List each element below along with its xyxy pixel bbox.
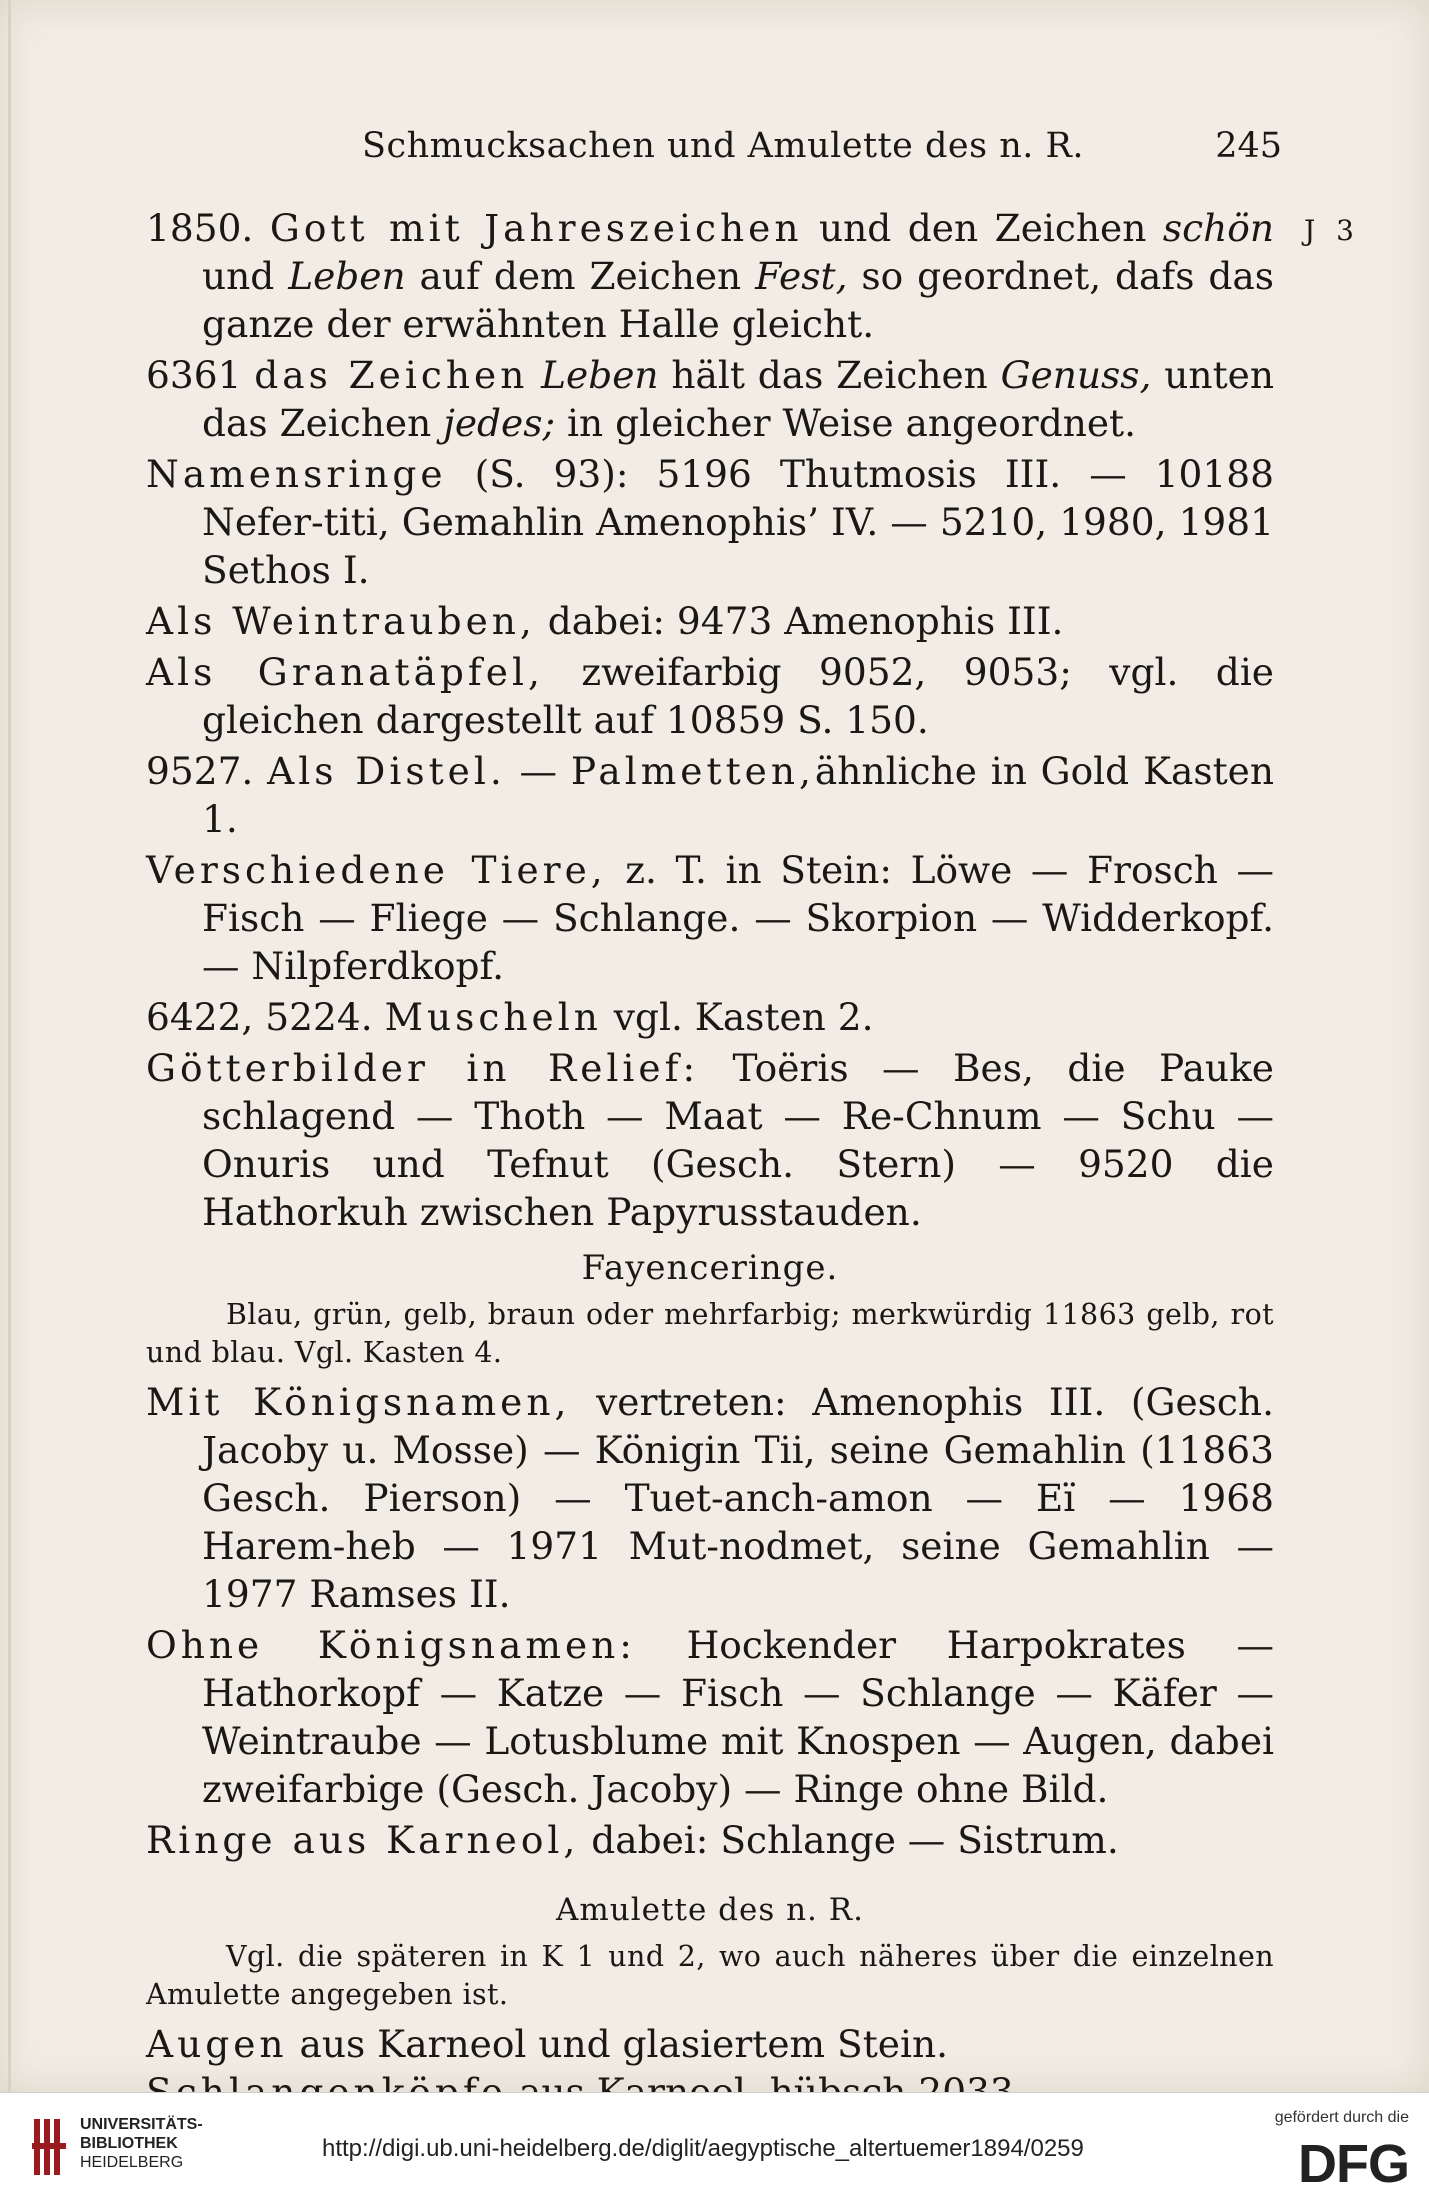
entry-text: und (202, 254, 289, 298)
entry-italic: Leben (541, 353, 659, 397)
entry-spaced-term: Mit Königsnamen, (146, 1380, 571, 1424)
entry-text: dabei: 9473 Amenophis III. (535, 599, 1064, 643)
margin-mark: J 3 (1304, 214, 1360, 247)
entry-1850 (146, 204, 1274, 348)
entry-number: 6422, 5224. (146, 995, 373, 1039)
entry-number: 6361 (146, 353, 242, 397)
entry-ohne-koenigsnamen (146, 1621, 1274, 1813)
page-header (362, 126, 1282, 176)
entry-text: und den Zeichen (802, 206, 1163, 250)
entry-number: 9527. (146, 749, 254, 793)
entry-spaced-term: Ohne Königsnamen: (146, 1623, 636, 1667)
entry-italic: Fest, (755, 254, 848, 298)
ub-line-3: HEIDELBERG (80, 2154, 184, 2171)
entry-muscheln (146, 993, 1274, 1041)
entry-text: z. T. in Stein: Löwe — Frosch — Fisch — Fliege — Schlange. — Skorpion — Widderkopf. — Nilpferdkopf. (202, 848, 1274, 988)
section-note-fayenceringe: Blau, grün, gelb, braun oder mehrfarbig; merkwürdig 11863 gelb, rot und blau. Vgl. Kasten 4. (146, 1298, 1274, 1369)
entry-text: Toëris — Bes, die Pauke schlagend — Thoth — Maat — Re-Chnum — Schu — Onuris und Tefnut (Gesch. Stern) — 9520 die Hathorkuh zwischen Papyrusstauden. (202, 1046, 1274, 1234)
entry-text: dabei: Schlange — Sistrum. (579, 1818, 1119, 1862)
ub-line-1: UNIVERSITÄTS- (80, 2116, 203, 2133)
entry-mit-koenigsnamen (146, 1378, 1274, 1618)
entry-text: vertreten: Amenophis III. (Gesch. Jacoby u. Mosse) — Königin Tii, seine Gemahlin (11863 Gesch. Pierson) — Tuet-anch-amon — Eï — 1968 Harem-heb — 1971 Mut-nodmet, seine Gemahlin — 1977 Ramses II. (202, 1380, 1274, 1616)
funding-note: gefördert durch die (1274, 2109, 1409, 2126)
entry-spaced-term: das Zeichen (254, 353, 529, 397)
page-number: 245 (1215, 126, 1282, 166)
entry-text: vgl. Kasten 2. (601, 995, 874, 1039)
entry-number: 1850. (146, 206, 254, 250)
entry-text: auf dem Zeichen (405, 254, 756, 298)
running-title: Schmucksachen und Amulette des n. R. (362, 126, 1084, 166)
entry-6361 (146, 351, 1274, 447)
entry-text: so geordnet, dafs das ganze der erwähnten Halle gleicht. (202, 254, 1274, 346)
entry-spaced-term: Palmetten, (570, 749, 815, 793)
entry-verschiedene-tiere (146, 846, 1274, 990)
permalink-url[interactable]: http://digi.ub.uni-heidelberg.de/diglit/aegyptische_altertuemer1894/0259 (322, 2135, 1084, 2162)
entry-ringe-karneol (146, 1816, 1274, 1864)
entry-spaced-term: Namensringe (146, 452, 447, 496)
university-library-logo-icon (30, 2115, 70, 2179)
section-heading-fayenceringe: Fayenceringe. (581, 1248, 839, 1288)
dfg-logo: DFG (1298, 2134, 1409, 2194)
entry-text: hält das Zeichen (658, 353, 1001, 397)
entry-spaced-term: Als Granatäpfel, (146, 650, 544, 694)
page-edge (8, 0, 11, 2092)
entry-namensringe (146, 450, 1274, 594)
entry-augen (146, 2020, 1274, 2068)
entry-italic: Genuss, (1000, 353, 1152, 397)
entry-spaced-term: Augen (146, 2022, 288, 2066)
entry-text: zweifarbig 9052, 9053; vgl. die gleichen dargestellt auf 10859 S. 150. (202, 650, 1275, 742)
entry-text: ähnliche in Gold Kasten 1. (202, 749, 1274, 841)
entry-9527 (146, 747, 1274, 843)
entry-italic: jedes; (443, 401, 556, 445)
entry-weintrauben (146, 597, 1274, 645)
entry-spaced-term: Götterbilder in Relief: (146, 1046, 700, 1090)
entry-goetterbilder (146, 1044, 1274, 1236)
entry-spaced-term: Als Distel. (267, 749, 506, 793)
entry-spaced-term: Als Weintrauben, (146, 599, 536, 643)
section-note-amulette: Vgl. die späteren in K 1 und 2, wo auch näheres über die einzelnen Amulette angegeben ist. (146, 1940, 1274, 2011)
ub-line-2: BIBLIOTHEK (80, 2135, 178, 2152)
entry-spaced-term: Verschiedene Tiere, (146, 848, 607, 892)
entry-spaced-term: Muscheln (384, 995, 602, 1039)
entry-text (528, 353, 541, 397)
entry-text: (S. 93): 5196 Thutmosis III. — 10188 Nefer-titi, Gemahlin Amenophis’ IV. — 5210, 1980, 1981 Sethos I. (202, 452, 1274, 592)
footer-bar (0, 2092, 1429, 2201)
university-library-name (80, 2115, 203, 2172)
entry-spaced-term: Ringe aus Karneol, (146, 1818, 580, 1862)
entry-granataepfel (146, 648, 1274, 744)
entry-text: — (505, 749, 571, 793)
section-heading-amulette: Amulette des n. R. (556, 1892, 864, 1928)
entry-italic: Leben (288, 254, 406, 298)
entry-text: unten das Zeichen (202, 353, 1274, 445)
entry-text: Hockender Harpokrates — Hathorkopf — Katze — Fisch — Schlange — Käfer — Weintraube — Lotusblume mit Knospen — Augen, dabei zweifarbige (Gesch. Jacoby) — Ringe ohne Bild. (202, 1623, 1274, 1811)
entry-italic: schön (1162, 206, 1275, 250)
page-body (146, 204, 1274, 2116)
entry-text: in gleicher Weise angeordnet. (555, 401, 1137, 445)
entry-spaced-term: Gott mit Jahreszeichen (269, 206, 803, 250)
entry-text: aus Karneol und glasiertem Stein. (287, 2022, 949, 2066)
